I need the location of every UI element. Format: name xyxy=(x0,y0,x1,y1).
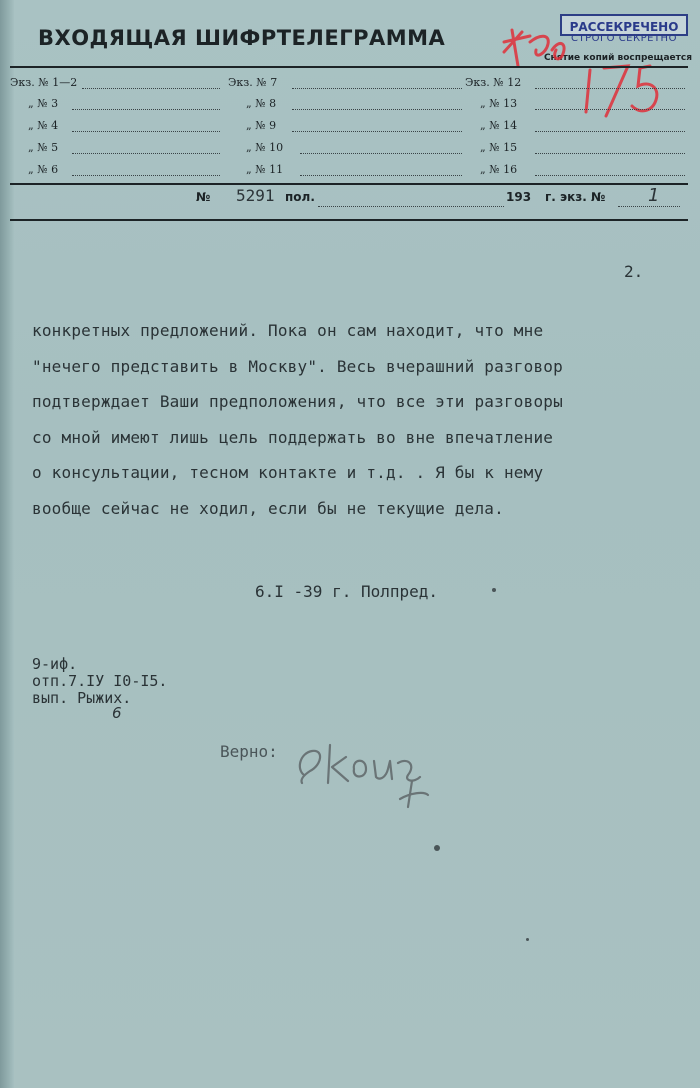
copy-entry: „ № 11 xyxy=(246,163,284,176)
top-rule xyxy=(10,66,688,68)
footer-handwritten-note: 6 xyxy=(112,704,122,722)
dotted-line xyxy=(535,109,685,110)
dotted-line xyxy=(72,153,220,154)
document-title: ВХОДЯЩАЯ ШИФРТЕЛЕГРАММА xyxy=(38,26,446,50)
copy-entry: „ № 3 xyxy=(28,97,59,110)
telegram-body xyxy=(32,313,682,526)
body-line: вообще сейчас не ходил, если бы не текущие дела. xyxy=(32,498,504,518)
no-copy-note: Снятие копий воспрещается xyxy=(543,53,692,63)
telegram-number: 5291 xyxy=(236,186,275,205)
copy-entry: „ № 6 xyxy=(28,163,59,176)
copy-entry: Экз. № 12 xyxy=(465,76,522,89)
dotted-line xyxy=(292,88,462,89)
copy-entry: Экз. № 7 xyxy=(228,76,278,89)
dotted-line xyxy=(535,131,685,132)
copy-entry: „ № 14 xyxy=(480,119,518,132)
copy-entry: „ № 4 xyxy=(28,119,59,132)
dotted-line xyxy=(292,109,462,110)
year-label: 193 xyxy=(506,190,532,204)
secrecy-label: СТРОГО СЕКРЕТНО xyxy=(571,33,677,44)
middle-rule xyxy=(10,183,688,185)
footer-code: 9-иф. xyxy=(32,655,78,673)
bottom-rule xyxy=(10,219,688,221)
dotted-line xyxy=(72,175,220,176)
page-number: 2. xyxy=(624,262,644,281)
dotted-line xyxy=(82,88,220,89)
copy-number-label: г. экз. № xyxy=(545,190,606,204)
dotted-line xyxy=(300,153,462,154)
dotted-line xyxy=(300,175,462,176)
dotted-line xyxy=(318,206,504,207)
number-label: № xyxy=(196,190,211,204)
body-line: подтверждает Ваши предположения, что все эти разговоры xyxy=(32,392,563,411)
copy-number-value: 1 xyxy=(648,185,660,206)
copy-distribution-list xyxy=(10,74,690,184)
body-line: со мной имеют лишь цель поддержать во вне впечатление xyxy=(32,427,554,447)
dotted-line xyxy=(535,175,685,176)
dotted-line xyxy=(72,131,220,132)
pol-label: пол. xyxy=(285,190,315,204)
copy-entry: „ № 16 xyxy=(480,163,518,176)
copy-entry: „ № 10 xyxy=(246,141,284,154)
body-line: о консультации, тесном контакте и т.д. . Я бы к нему xyxy=(32,463,544,482)
date-signature-line: 6.I -39 г. Полпред. xyxy=(255,582,439,601)
footer-issued: вып. Рыжих. xyxy=(32,689,132,707)
ink-speck xyxy=(434,845,440,851)
verno-label: Верно: xyxy=(220,742,278,761)
handwritten-signature xyxy=(290,735,450,815)
dotted-line xyxy=(535,88,685,89)
dotted-line xyxy=(618,206,680,207)
body-line: "нечего представить в Москву". Весь вчерашний разговор xyxy=(32,356,563,376)
ink-speck xyxy=(492,588,496,592)
copy-entry: „ № 9 xyxy=(246,119,277,132)
dotted-line xyxy=(292,131,462,132)
declassified-stamp: РАССЕКРЕЧЕНО xyxy=(560,14,688,36)
body-line: конкретных предложений. Пока он сам находит, что мне xyxy=(32,321,544,340)
copy-entry: „ № 5 xyxy=(28,141,59,154)
copy-entry: „ № 8 xyxy=(246,97,277,110)
copy-entry: „ № 15 xyxy=(480,141,518,154)
dotted-line xyxy=(535,153,685,154)
footer-dispatch: отп.7.IУ I0-I5. xyxy=(32,672,168,690)
copy-entry: „ № 13 xyxy=(480,97,518,110)
dotted-line xyxy=(72,109,220,110)
copy-entry: Экз. № 1—2 xyxy=(10,76,78,89)
ink-speck xyxy=(526,938,529,941)
